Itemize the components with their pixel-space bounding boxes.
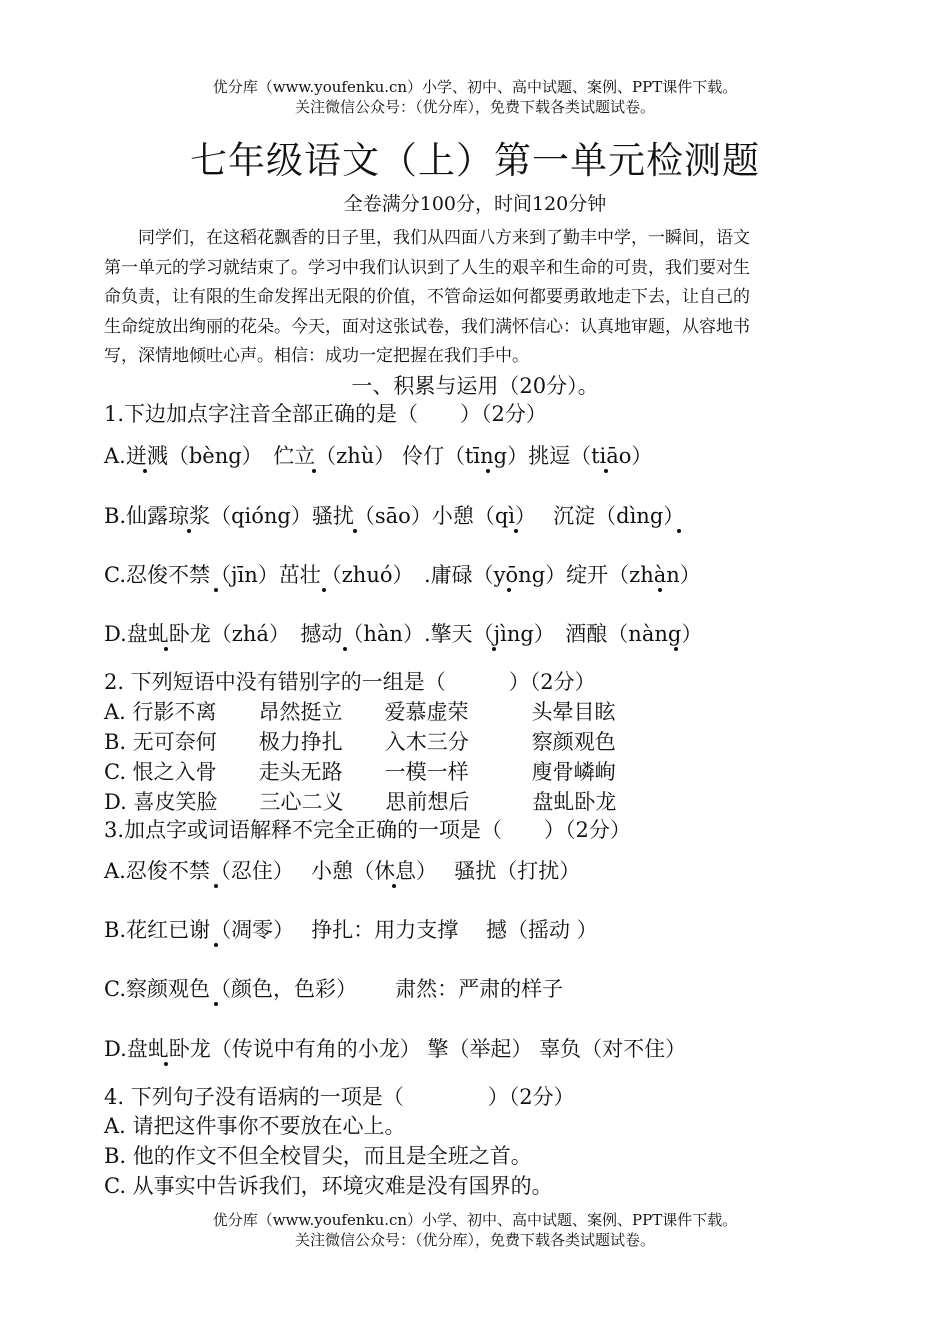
emphasis-dot xyxy=(214,588,218,592)
emphasis-dot xyxy=(674,647,678,651)
emphasis-dot xyxy=(322,588,326,592)
header-line-1: 优分库（www.youfenku.cn）小学、初中、高中试题、案例、PPT课件下载。 xyxy=(212,78,738,96)
question-2-option-b: B. 无可奈何 极力挣扎 入木三分 察颜观色 xyxy=(104,730,616,754)
question-4-option-c: C. 从事实中告诉我们，环境灾难是没有国界的。 xyxy=(104,1174,553,1198)
emphasis-dot xyxy=(343,647,347,651)
intro-line: 同学们，在这稻花飘香的日子里，我们从四面八方来到了勤丰中学，一瞬间，语文 xyxy=(104,228,750,248)
intro-line: 生命绽放出绚丽的花朵。今天，面对这张试卷，我们满怀信心：认真地审题，从容地书 xyxy=(104,316,750,337)
question-2-option-d: D. 喜皮笑脸 三心二义 思前想后 盘虬卧龙 xyxy=(104,790,617,814)
emphasis-dot xyxy=(492,647,496,651)
question-2-option-a: A. 行影不离 昂然挺立 爱慕虚荣 头晕目眩 xyxy=(104,700,616,724)
question-3-option-a: A.忍俊不禁（忍住） 小憩（休息） 骚扰（打扰） xyxy=(104,859,581,883)
question-4-option-a: A. 请把这件事你不要放在心上。 xyxy=(104,1114,406,1138)
page-subtitle: 全卷满分100分，时间120分钟 xyxy=(343,193,607,215)
page-title: 七年级语文（上）第一单元检测题 xyxy=(190,139,760,182)
question-3-option-c: C.察颜观色（颜色，色彩） 肃然：严肃的样子 xyxy=(104,977,564,1001)
question-4-stem: 4. 下列句子没有语病的一项是（ ）（2分） xyxy=(104,1085,575,1109)
question-1-stem: 1.下边加点字注音全部正确的是（ ）（2分） xyxy=(104,402,547,426)
emphasis-dot xyxy=(214,943,218,947)
intro-line: 写，深情地倾吐心声。相信：成功一定把握在我们手中。 xyxy=(104,346,529,367)
question-2-stem: 2. 下列短语中没有错别字的一组是（ ）（2分） xyxy=(104,670,596,694)
emphasis-dot xyxy=(214,1002,218,1006)
question-3-stem: 3.加点字或词语解释不完全正确的一项是（ ）（2分） xyxy=(104,818,631,842)
emphasis-dot xyxy=(143,469,147,473)
emphasis-dot xyxy=(164,1062,168,1066)
section-heading: 一、积累与运用（20分）。 xyxy=(351,374,599,398)
emphasis-dot xyxy=(658,588,662,592)
emphasis-dot xyxy=(353,529,357,533)
emphasis-dot xyxy=(507,588,511,592)
emphasis-dot xyxy=(187,529,191,533)
question-1-option-a: A.迸溅（bèng） 伫立（zhù） 伶仃（tīng）挑逗（tiāo） xyxy=(104,444,653,468)
question-3-option-d: D.盘虬卧龙（传说中有角的小龙） 擎（举起） 辜负（对不住） xyxy=(104,1037,687,1061)
emphasis-dot xyxy=(514,529,518,533)
emphasis-dot xyxy=(677,529,681,533)
emphasis-dot xyxy=(604,469,608,473)
intro-line: 第一单元的学习就结束了。学习中我们认识到了人生的艰辛和生命的可贵，我们要对生 xyxy=(104,257,750,278)
emphasis-dot xyxy=(164,647,168,651)
question-1-option-c: C.忍俊不禁（jīn）茁壮（zhuó） .庸碌（yōng）绽开（zhàn） xyxy=(104,563,701,587)
question-3-option-b: B.花红已谢（凋零） 挣扎：用力支撑 撼（摇动 ） xyxy=(104,918,598,942)
question-1-option-b: B.仙露琼浆（qióng）骚扰（sāo）小憩（qì） 沉淀（dìng） xyxy=(104,504,685,528)
footer-line-2: 关注微信公众号：（优分库），免费下载各类试题试卷。 xyxy=(294,1231,655,1249)
question-4-option-b: B. 他的作文不但全校冒尖，而且是全班之首。 xyxy=(104,1144,532,1168)
header-line-2: 关注微信公众号：（优分库），免费下载各类试题试卷。 xyxy=(294,98,655,116)
intro-paragraph xyxy=(104,224,848,372)
question-1-option-d: D.盘虬卧龙（zhá） 撼动（hàn）.擎天（jìng） 酒酿（nàng） xyxy=(104,622,703,646)
emphasis-dot xyxy=(486,469,490,473)
footer-line-1: 优分库（www.youfenku.cn）小学、初中、高中试题、案例、PPT课件下载。 xyxy=(212,1211,738,1229)
emphasis-dot xyxy=(392,884,396,888)
emphasis-dot xyxy=(214,884,218,888)
intro-line: 命负责，让有限的生命发挥出无限的价值，不管命运如何都要勇敢地走下去，让自己的 xyxy=(104,287,750,308)
emphasis-dot xyxy=(312,469,316,473)
question-2-option-c: C. 恨之入骨 走头无路 一模一样 廋骨嶙峋 xyxy=(104,760,616,784)
